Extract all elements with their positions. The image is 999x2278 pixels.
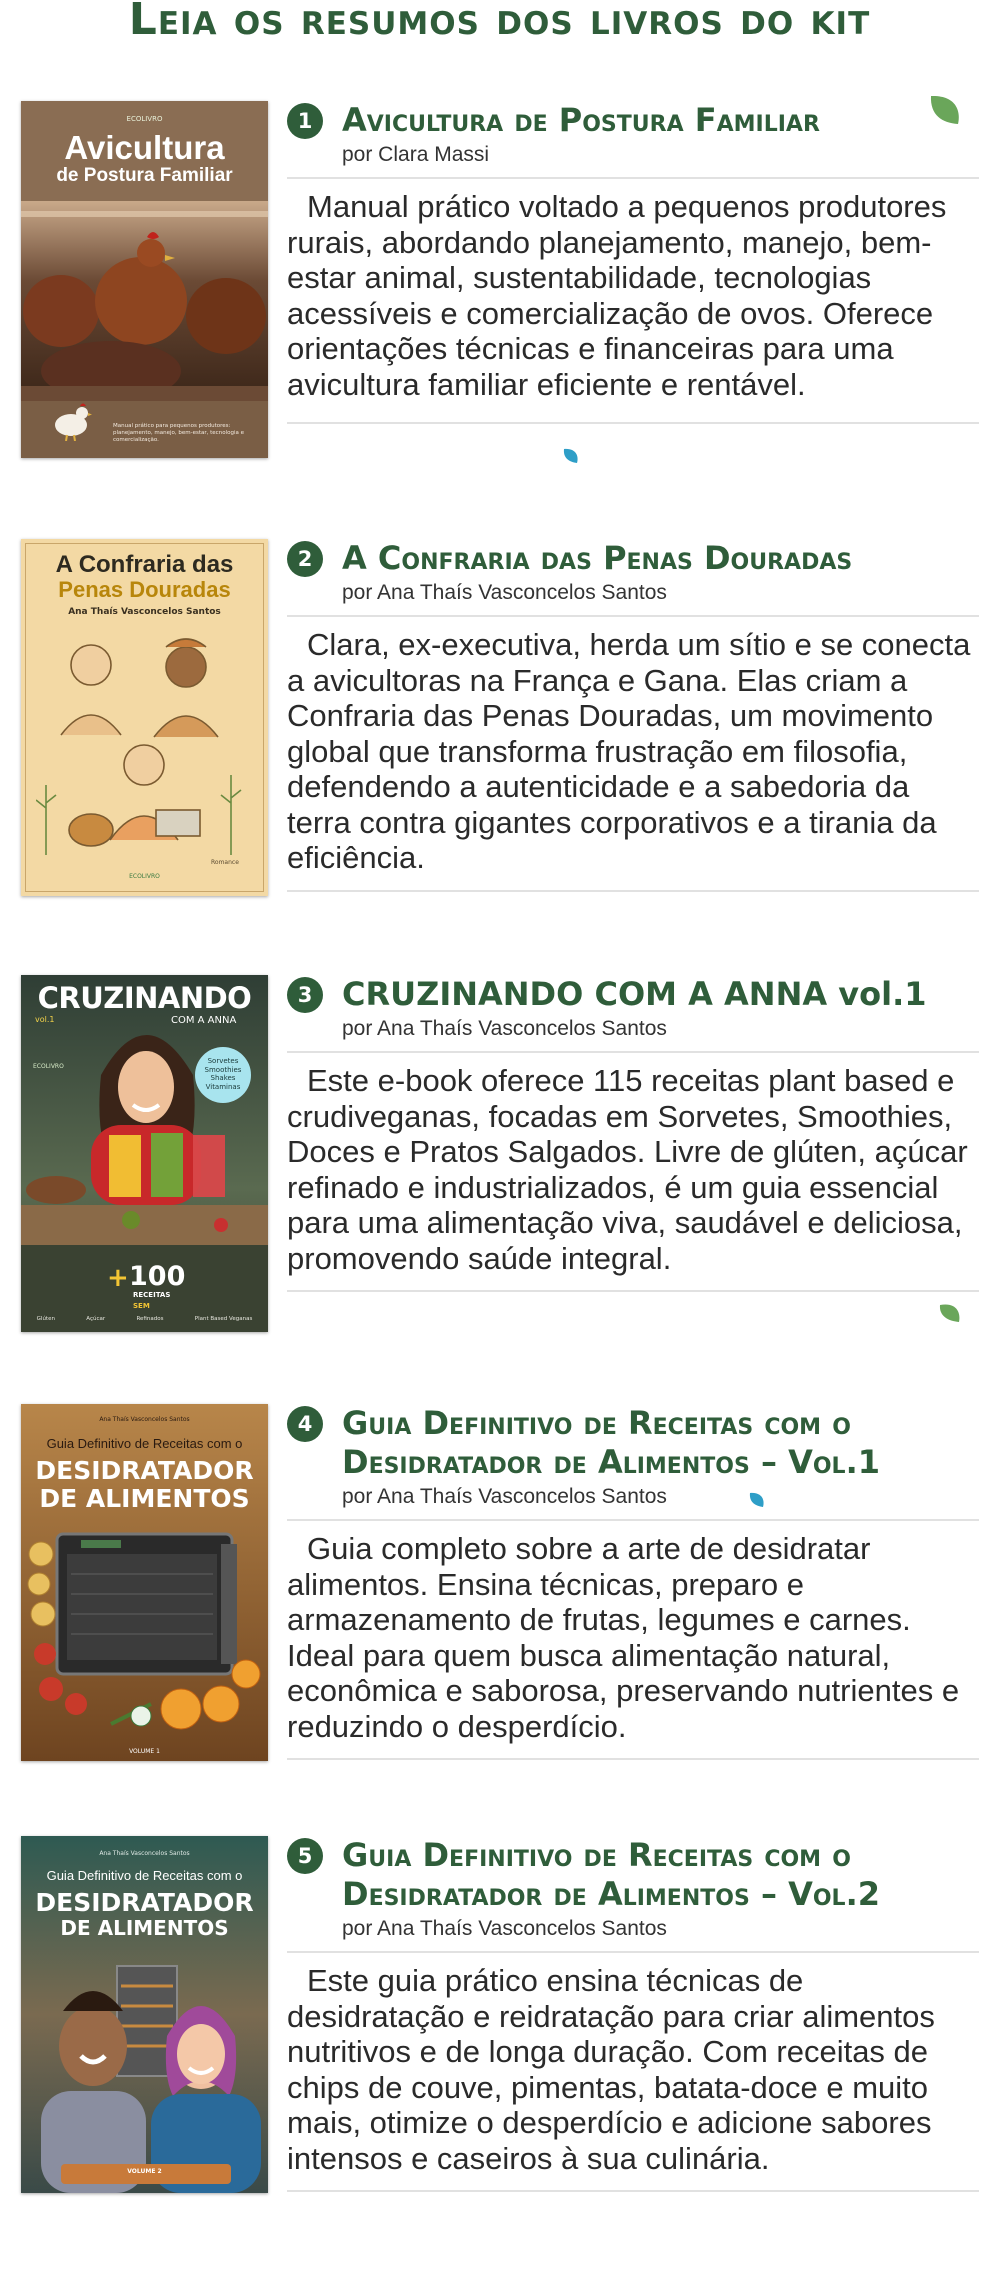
free-of-item: Plant Based Veganas <box>194 1316 253 1322</box>
free-of-item: Açúcar <box>86 1316 106 1322</box>
cover-sem: SEM <box>133 1302 150 1310</box>
cover-publisher: ECOLIVRO <box>126 115 163 123</box>
book-number-badge: 2 <box>287 541 323 577</box>
book-title: Avicultura de Postura Familiar <box>342 101 820 139</box>
book-author: por Ana Thaís Vasconcelos Santos <box>342 581 667 604</box>
divider <box>287 177 979 179</box>
divider <box>287 1951 979 1953</box>
cover-author: Ana Thaís Vasconcelos Santos <box>99 1850 190 1857</box>
divider <box>287 422 979 424</box>
divider <box>287 615 979 617</box>
page-heading: Leia os resumos dos livros do kit <box>128 0 871 45</box>
book-title-row <box>287 101 979 168</box>
leaf-decoration-icon <box>928 93 962 127</box>
book-cover-1 <box>21 101 268 458</box>
cover-title-line2: Penas Douradas <box>58 577 231 602</box>
book-cover-5 <box>21 1836 268 2193</box>
cover-subtitle: COM A ANNA <box>171 1015 237 1026</box>
free-of-item: Glúten <box>36 1316 55 1322</box>
cover-vol: vol.1 <box>35 1015 55 1024</box>
book-description: Clara, ex-executiva, herda um sítio e se conecta a avicultoras na França e Gana. Elas criam a Confraria das Penas Douradas, um movimento global que transforma frustração em filosofia, defendendo a autenticidade e a sabedoria da terra contra gigantes corporativos e a tirania da eficiência. <box>287 627 971 875</box>
book-number-badge: 5 <box>287 1838 323 1874</box>
badge-item: Vitaminas <box>205 1082 241 1091</box>
book-description: Este e-book oferece 115 receitas plant based e crudiveganas, focadas em Sorvetes, Smoothies, Doces e Pratos Salgados. Livre de glúten, açúcar refinado e industrializados, é um guia essencial para uma alimentação viva, saudável e deliciosa, promovendo saúde integral. <box>287 1063 968 1276</box>
book-summary-5 <box>287 1836 979 2202</box>
hens-illustration <box>21 201 268 401</box>
book-number-badge: 3 <box>287 977 323 1013</box>
cover-edition: Romance <box>211 859 239 866</box>
badge-item: Smoothies <box>204 1065 242 1074</box>
book-title-row <box>287 539 979 606</box>
cover-volume: VOLUME 2 <box>127 2168 162 2175</box>
book-summary-1 <box>287 101 979 434</box>
book-title-row <box>287 1404 979 1510</box>
divider <box>287 2190 979 2192</box>
women-illustration <box>36 625 253 865</box>
book-title-row <box>287 1836 979 1942</box>
book-summary-4 <box>287 1404 979 1770</box>
free-of-item: Refinados <box>136 1316 164 1322</box>
book-number-badge: 1 <box>287 103 323 139</box>
badge-item: Shakes <box>210 1074 236 1082</box>
book-summary-2 <box>287 539 979 902</box>
book-cover-4 <box>21 1404 268 1761</box>
cover-author: Ana Thaís Vasconcelos Santos <box>99 1416 190 1423</box>
cover-title-line2: DE ALIMENTOS <box>60 1916 229 1940</box>
cover-volume: VOLUME 1 <box>129 1748 160 1755</box>
cover-title-line2: de Postura Familiar <box>56 165 233 186</box>
book-description: Guia completo sobre a arte de desidratar alimentos. Ensina técnicas, preparo e armazenamento de frutas, legumes e carnes. Ideal para quem busca alimentação natural, econômica e saborosa, preservando nutrientes e reduzindo o desperdício. <box>287 1531 960 1744</box>
book-title-row <box>287 975 979 1042</box>
cover-title: CRUZINANDO <box>37 981 252 1015</box>
cover-subtitle: Manual prático para pequenos produtores: planejamento, manejo, bem-estar, tecnologia e comercialização. <box>113 423 244 443</box>
badge-item: Sorvetes <box>207 1057 239 1065</box>
cover-author: Ana Thaís Vasconcelos Santos <box>68 607 221 617</box>
book-summary-3 <box>287 975 979 1302</box>
book-author: por Ana Thaís Vasconcelos Santos <box>342 1017 667 1040</box>
cover-count: 100 <box>129 1261 186 1292</box>
cover-publisher: ECOLIVRO <box>33 1063 64 1070</box>
cover-title-line1: A Confraria das <box>55 551 234 578</box>
book-title: A Confraria das Penas Douradas <box>342 539 853 577</box>
cover-title-line2: DE ALIMENTOS <box>39 1484 250 1513</box>
book-description: Manual prático voltado a pequenos produtores rurais, abordando planejamento, manejo, bem-estar animal, sustentabilidade, tecnologias acessíveis e comercialização de ovos. Oferece orientações técnicas e financeiras para uma avicultura familiar eficiente e rentável. <box>287 189 947 402</box>
book-cover-2 <box>21 539 268 896</box>
book-title: CRUZINANDO COM A ANNA vol.1 <box>342 975 927 1013</box>
cover-count-label: RECEITAS <box>133 1291 171 1299</box>
leaf-decoration-icon <box>938 1302 962 1324</box>
book-number-badge: 4 <box>287 1406 323 1442</box>
divider <box>287 1051 979 1053</box>
divider <box>287 1519 979 1521</box>
book-title: Guia Definitivo de Receitas com o Desidratador de Alimentos – Vol.2 <box>342 1836 880 1913</box>
book-author: por Ana Thaís Vasconcelos Santos <box>342 1917 667 1940</box>
cover-title-line1: Avicultura <box>64 129 225 166</box>
book-cover-3 <box>21 975 268 1332</box>
book-title: Guia Definitivo de Receitas com o Desidratador de Alimentos – Vol.1 <box>342 1404 880 1481</box>
divider <box>287 1758 979 1760</box>
cover-publisher: ECOLIVRO <box>129 873 160 880</box>
leaf-decoration-icon <box>562 447 580 465</box>
divider <box>287 890 979 892</box>
cover-badge <box>195 1047 251 1103</box>
cover-free-of <box>21 1316 268 1322</box>
cover-title-line1: DESIDRATADOR <box>35 1888 254 1917</box>
cover-plus: + <box>107 1263 129 1293</box>
divider <box>287 1290 979 1292</box>
book-author: por Clara Massi <box>342 143 490 166</box>
cover-pretitle: Guia Definitivo de Receitas com o <box>46 1868 243 1883</box>
book-author: por Ana Thaís Vasconcelos Santos <box>342 1485 667 1508</box>
cover-title-line1: DESIDRATADOR <box>35 1456 254 1485</box>
cover-pretitle: Guia Definitivo de Receitas com o <box>46 1436 243 1451</box>
leaf-decoration-icon <box>748 1491 766 1509</box>
white-hen-icon <box>49 401 93 441</box>
book-description: Este guia prático ensina técnicas de desidratação e reidratação para criar alimentos nutritivos e de longa duração. Com receitas de chips de couve, pimentas, batata-doce e muito mais, otimize o desperdício e adicione sabores intensos e caseiros à sua culinária. <box>287 1963 935 2176</box>
